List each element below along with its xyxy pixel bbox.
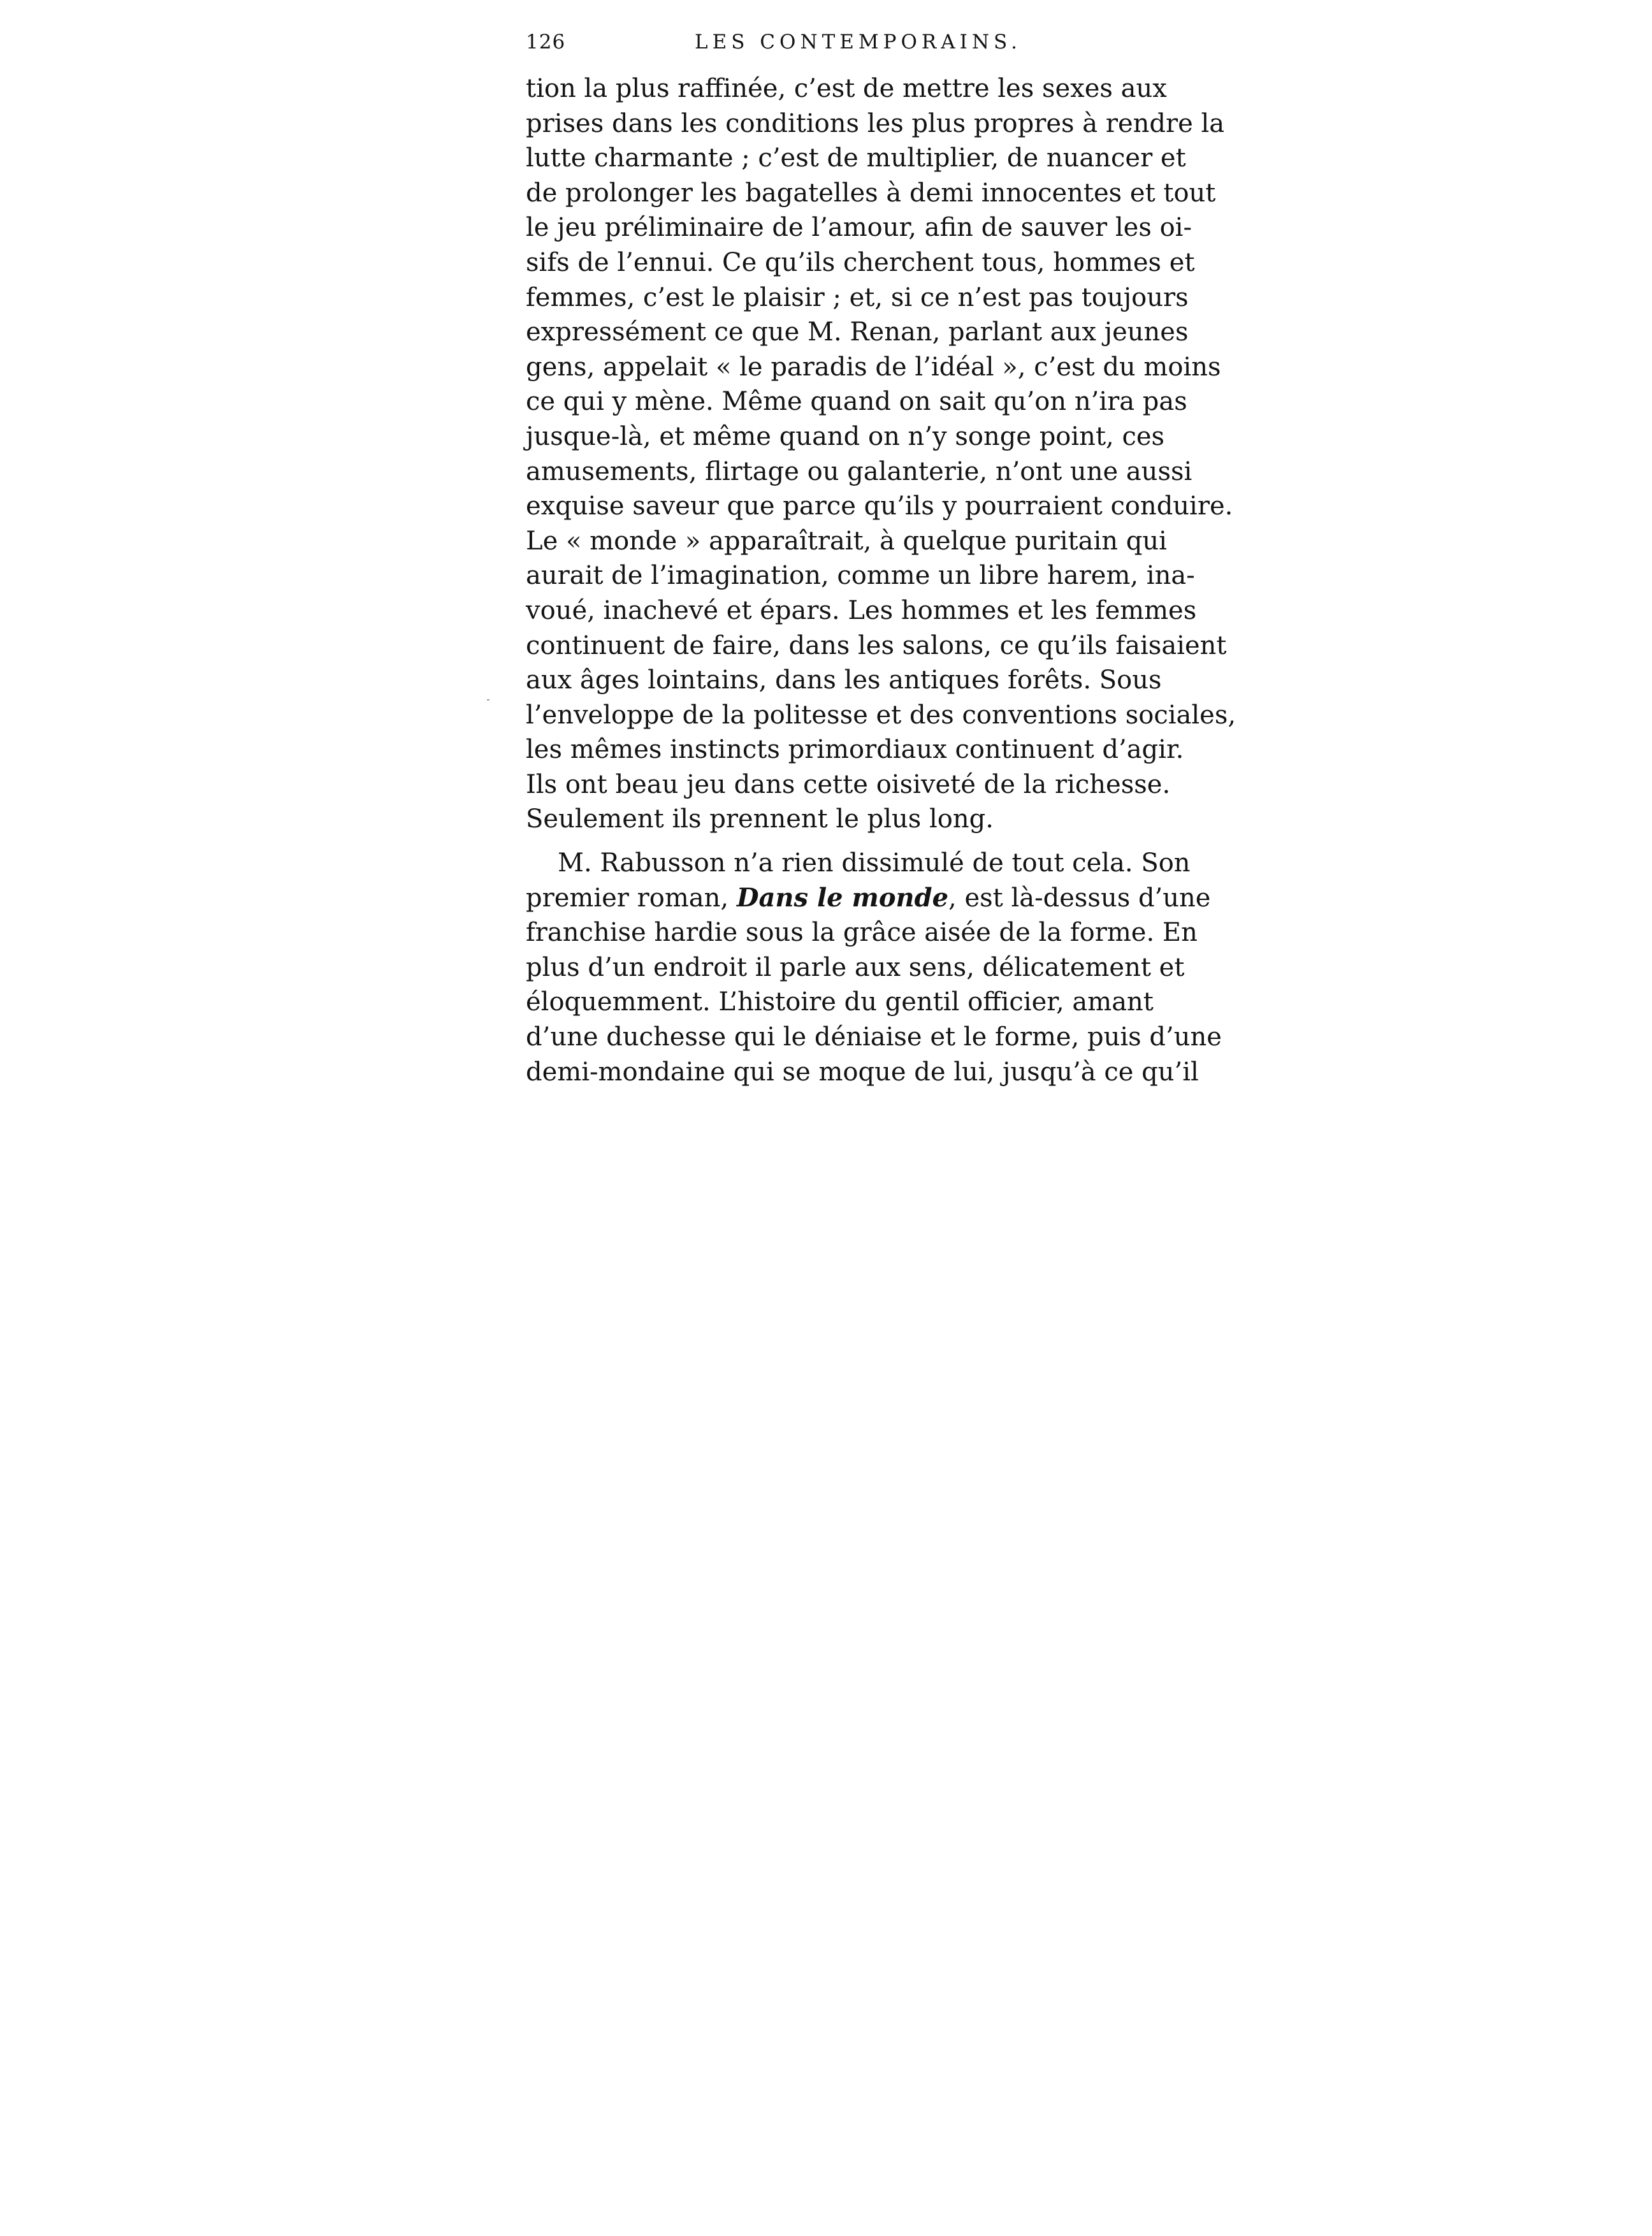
text-line: éloquemment. L’histoire du gentil officier, amant	[526, 987, 1154, 1017]
paragraph-2	[526, 846, 1222, 1089]
paragraph-1	[526, 71, 1236, 837]
text-line: M. Rabusson n’a rien dissimulé de tout cela. Son	[558, 848, 1191, 878]
text-line: demi-mondaine qui se moque de lui, jusqu’à ce qu’il	[526, 1057, 1199, 1087]
text-line: l’enveloppe de la politesse et des conventions sociales,	[526, 700, 1236, 730]
text-line: franchise hardie sous la grâce aisée de la forme. En	[526, 918, 1198, 948]
running-title: LES CONTEMPORAINS.	[695, 31, 1022, 54]
text-line: expressément ce que M. Renan, parlant aux jeunes	[526, 317, 1189, 347]
text-line: gens, appelait « le paradis de l’idéal », c’est du moins	[526, 352, 1221, 382]
text-line: ce qui y mène. Même quand on sait qu’on n’ira pas	[526, 387, 1187, 417]
book-title: Dans le monde	[736, 882, 949, 913]
text-line: amusements, flirtage ou galanterie, n’ont une aussi	[526, 456, 1192, 486]
text-line: sifs de l’ennui. Ce qu’ils cherchent tous, hommes et	[526, 247, 1195, 277]
text-line: les mêmes instincts primordiaux continuent d’agir.	[526, 735, 1184, 765]
body-text	[526, 71, 1236, 1089]
text-line: femmes, c’est le plaisir ; et, si ce n’est pas toujours	[526, 282, 1189, 312]
text-line: aurait de l’imagination, comme un libre harem, ina-	[526, 561, 1195, 591]
page-header	[526, 31, 1134, 62]
text-line	[526, 881, 1211, 916]
text-line: le jeu préliminaire de l’amour, afin de sauver les oi-	[526, 213, 1192, 243]
page-number: 126	[526, 31, 566, 54]
text-line: voué, inachevé et épars. Les hommes et les femmes	[526, 595, 1197, 625]
text-line: plus d’un endroit il parle aux sens, délicatement et	[526, 952, 1185, 982]
text-line: de prolonger les bagatelles à demi innocentes et tout	[526, 178, 1216, 208]
text-segment: , est là-dessus d’une	[948, 883, 1211, 913]
text-line: Ils ont beau jeu dans cette oisiveté de la richesse.	[526, 769, 1171, 799]
text-line: lutte charmante ; c’est de multiplier, de nuancer et	[526, 143, 1186, 173]
text-line: d’une duchesse qui le déniaise et le forme, puis d’une	[526, 1022, 1222, 1052]
paragraph-gap	[526, 837, 1134, 846]
text-line: continuent de faire, dans les salons, ce qu’ils faisaient	[526, 630, 1227, 660]
text-line: exquise saveur que parce qu’ils y pourraient conduire.	[526, 491, 1233, 521]
stray-ink-mark	[487, 699, 489, 701]
text-line: Seulement ils prennent le plus long.	[526, 804, 994, 834]
text-line: aux âges lointains, dans les antiques forêts. Sous	[526, 665, 1162, 695]
text-line: Le « monde » apparaîtrait, à quelque puritain qui	[526, 526, 1167, 556]
text-line: prises dans les conditions les plus propres à rendre la	[526, 108, 1225, 138]
text-line: tion la plus raffinée, c’est de mettre les sexes aux	[526, 74, 1167, 103]
text-segment: premier roman,	[526, 883, 737, 913]
text-line: jusque-là, et même quand on n’y songe point, ces	[526, 421, 1165, 451]
